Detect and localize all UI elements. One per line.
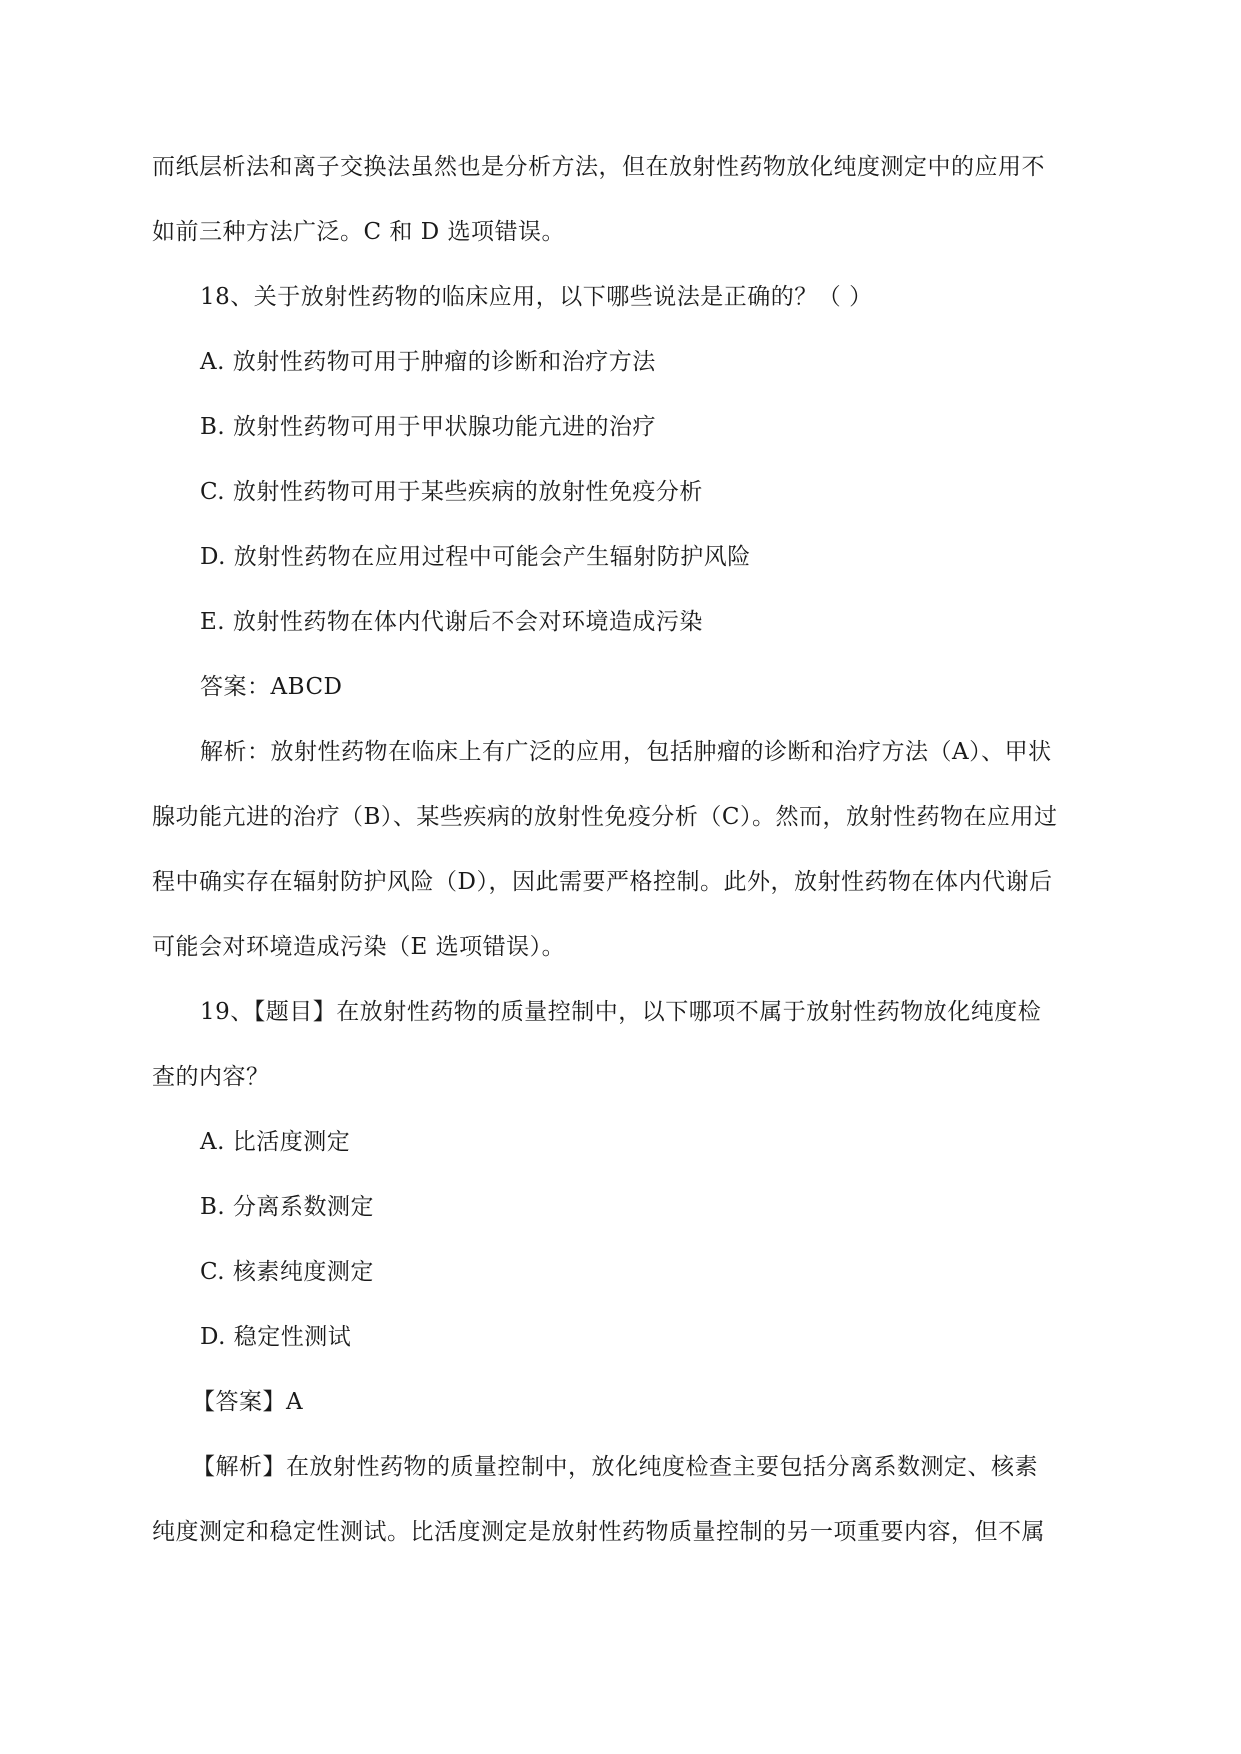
text-line: 而纸层析法和离子交换法虽然也是分析方法，但在放射性药物放化纯度测定中的应用不 (152, 154, 1045, 180)
question-19-explanation: 【解析】在放射性药物的质量控制中，放化纯度检查主要包括分离系数测定、核素 (192, 1454, 1038, 1480)
question-19-option-c: C. 核素纯度测定 (200, 1259, 374, 1285)
question-19-option-d: D. 稳定性测试 (200, 1324, 352, 1350)
question-18-option-e: E. 放射性药物在体内代谢后不会对环境造成污染 (200, 609, 703, 635)
question-18-stem: 18、关于放射性药物的临床应用，以下哪些说法是正确的？（ ） (200, 284, 873, 310)
question-18-option-d: D. 放射性药物在应用过程中可能会产生辐射防护风险 (200, 544, 751, 570)
text-line: 纯度测定和稳定性测试。比活度测定是放射性药物质量控制的另一项重要内容，但不属 (152, 1519, 1045, 1545)
question-19-answer: 【答案】A (192, 1389, 304, 1415)
text-line: 查的内容？ (152, 1064, 270, 1090)
question-19-stem: 19、【题目】在放射性药物的质量控制中，以下哪项不属于放射性药物放化纯度检 (200, 999, 1042, 1025)
question-19-option-a: A. 比活度测定 (200, 1129, 351, 1155)
question-18-option-c: C. 放射性药物可用于某些疾病的放射性免疫分析 (200, 479, 703, 505)
text-line: 腺功能亢进的治疗（B）、某些疾病的放射性免疫分析（C）。然而，放射性药物在应用过 (152, 804, 1058, 830)
question-18-explanation: 解析：放射性药物在临床上有广泛的应用，包括肿瘤的诊断和治疗方法（A）、甲状 (200, 739, 1052, 765)
text-line: 如前三种方法广泛。C 和 D 选项错误。 (152, 219, 565, 245)
question-18-option-a: A. 放射性药物可用于肿瘤的诊断和治疗方法 (200, 349, 656, 375)
text-line: 可能会对环境造成污染（E 选项错误）。 (152, 934, 566, 960)
text-line: 程中确实存在辐射防护风险（D），因此需要严格控制。此外，放射性药物在体内代谢后 (152, 869, 1053, 895)
question-18-answer: 答案：ABCD (200, 674, 343, 700)
question-19-option-b: B. 分离系数测定 (200, 1194, 375, 1220)
question-18-option-b: B. 放射性药物可用于甲状腺功能亢进的治疗 (200, 414, 657, 440)
